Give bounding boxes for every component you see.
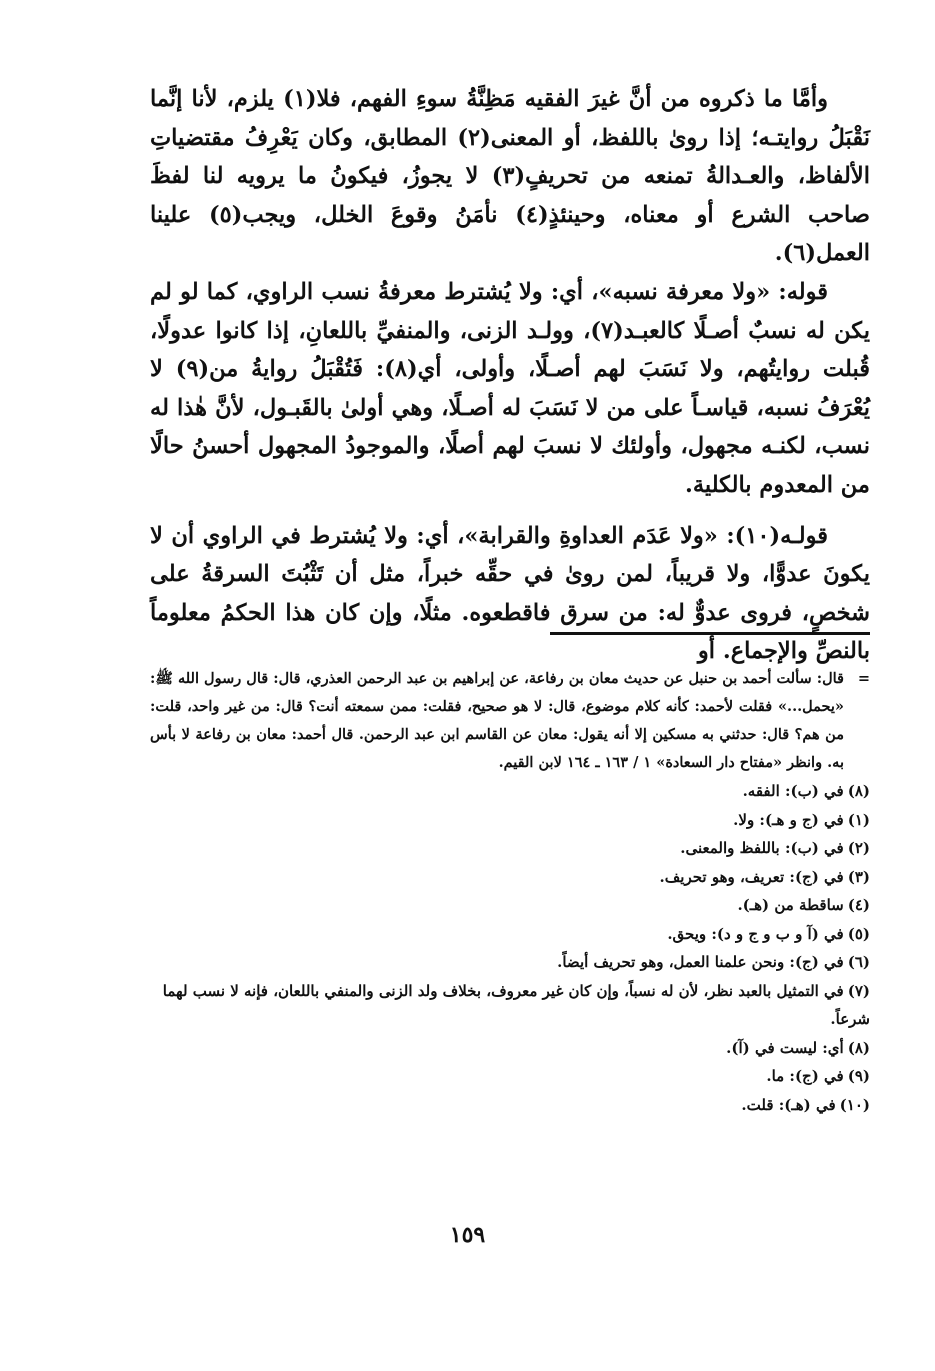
footnote-item <box>150 948 870 977</box>
footnote-item <box>150 777 870 806</box>
footnote-number: (٣) <box>847 867 870 886</box>
footnote-text: في (ب): الفقه. <box>742 782 844 800</box>
footnote-item <box>150 1062 870 1091</box>
footnote-item <box>150 920 870 949</box>
footnote-text: في التمثيل بالعبد نظر، لأن له نسباً، وإن كان غير معروف، بخلاف ولد الزنى والمنفي باللعان، فإنه لا نسب لهما شرعاً. <box>162 981 870 1028</box>
footnote-number: (١) <box>847 810 870 829</box>
footnote-number: (٤) <box>847 896 870 914</box>
footnote-text: في (ج): ما. <box>766 1067 844 1085</box>
footnote-text: في (ج): ونحن علمنا العمل، وهو تحريف أيضاً. <box>557 953 844 971</box>
footnote-item <box>150 1091 870 1120</box>
continuation-mark: = <box>857 670 870 687</box>
footnote-text: في (ب): باللفظ والمعنى. <box>680 839 844 857</box>
footnote-text: في (آ و ب و ج و د): ويحق. <box>667 924 844 943</box>
footnotes <box>150 665 870 1119</box>
footnote-text: في (ج): تعريف، وهو تحريف. <box>659 867 844 886</box>
footnote-number: (٩) <box>847 1067 870 1085</box>
book-page <box>150 80 870 1300</box>
footnote-number: (٥) <box>847 924 870 943</box>
footnote-number: (٨) <box>847 782 870 800</box>
footnote-text: في (ج و هـ): ولا. <box>733 810 844 829</box>
continuation-text: قال: سألت أحمد بن حنبل عن حديث معان بن رفاعة، عن إبراهيم بن عبد الرحمن العذري، قال: قال رسول الله ﷺ: «يحمل...» فقلت لأحمد: كأنه كلام موضوع، قال: لا هو صحيح، فقلت: ممن سمعته أنت؟ قال: من غير واحد، قلت: من هم؟ قال: حدثني به مسكين إلا أنه يقول: معان عن القاسم ابن عبد الرحمن. قال أحمد: معان بن رفاعة لا بأس به. وانظر «مفتاح دار السعادة» ١ / ١٦٣ ـ ١٦٤ لابن القيم. <box>150 670 844 771</box>
footnote-item <box>150 834 870 863</box>
footnote-text: في (هـ): قلت. <box>741 1095 836 1114</box>
footnote-number: (٢) <box>847 839 870 857</box>
footnote-number: (١٠) <box>839 1095 870 1114</box>
page-number: ١٥٩ <box>449 1222 486 1248</box>
footnote-number: (٧) <box>847 981 870 1000</box>
paragraph-1: وأمَّا ما ذكروه من أنَّ غيرَ الفقيه مَظِنَّةُ سوءِ الفهم، فلا(١) يلزم، لأنا إنَّما نَقْبَلُ روايتـه؛ إذا روىٰ باللفظ، أو المعنى(٢) المطابق، وكان يَعْرِفُ مقتضياتِ الألفاظ، والعـدالةُ تمنعه من تحريفٍ(٣) لا يجوزُ، فيكونُ ما يرويه لنا لفظَ صاحب الشرع أو معناه، وحينئذٍ(٤) نأمَنُ وقوعَ الخلل، ويجب(٥) علينا العمل(٦). <box>150 86 870 267</box>
footnote-item <box>150 806 870 835</box>
footnote-separator <box>550 632 870 635</box>
footnote-item <box>150 891 870 920</box>
paragraph-3: قولـه(١٠): «ولا عَدَم العداوةِ والقرابة»، أي: ولا يُشترط في الراوي أن لا يكونَ عدوًّا، ولا قريباً، لمن روىٰ في حقِّه خبراً، مثل أن تَثْبُتَ السرقةُ على شخصٍ، فروى عدوٌّ له: من سرق فاقطعوه. مثلًا، وإن كان هذا الحكمُ معلوماً بالنصِّ والإجماع. أو <box>150 522 870 665</box>
main-text <box>150 80 870 671</box>
footnote-number: (٨) <box>847 1038 870 1057</box>
footnote-text: ساقطة من (هـ). <box>737 896 844 914</box>
footnote-item <box>150 863 870 892</box>
footnote-text: أي: ليست في (آ). <box>726 1038 844 1057</box>
footnote-item <box>150 977 870 1034</box>
footnote-list <box>150 777 870 1119</box>
footnote-number: (٦) <box>847 953 870 971</box>
footnote-item <box>150 1034 870 1063</box>
footnote-continuation <box>150 665 870 777</box>
paragraph-2: قوله: «ولا معرفة نسبه»، أي: ولا يُشترط معرفةُ نسب الراوي، كما لو لم يكن له نسبٌ أصـلًا كالعبـد(٧)، وولـد الزنى، والمنفيِّ باللعانِ، إذا كانوا عدولًا، قُبلت روايتُهم، ولا نَسَبَ لهم أصـلًا، وأولى، أي(٨): فَتُقْبَلُ روايةُ من(٩) لا يُعْرَفُ نسبه، قياسـاً على من لا نَسَبَ له أصـلًا، وهي أولىٰ بالقَبـول، لأنَّ هٰذا له نسب، لكنـه مجهول، وأولئك لا نسبَ لهم أصلًا، والموجودُ المجهول أحسنُ حالًا من المعدوم بالكلية. <box>150 278 871 498</box>
